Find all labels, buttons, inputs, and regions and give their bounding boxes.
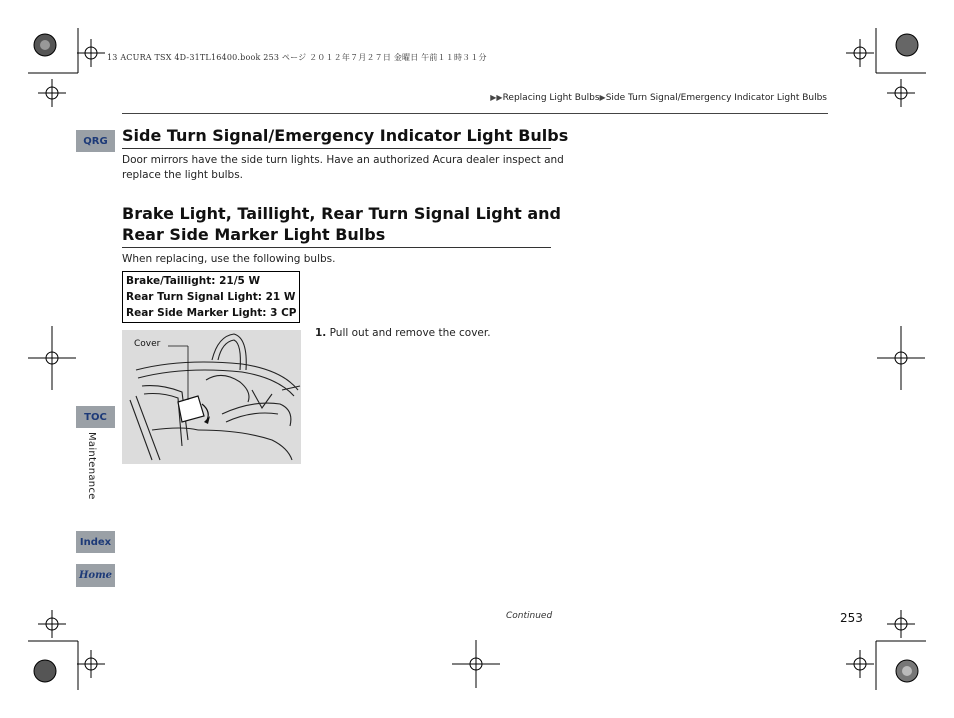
section1-body (122, 153, 564, 183)
step-text: Pull out and remove the cover. (329, 327, 491, 339)
step-number: 1. (315, 327, 327, 339)
section-rule (122, 247, 551, 248)
home-button[interactable] (76, 564, 115, 587)
figure-label-cover: Cover (134, 339, 161, 349)
section-label: Maintenance (86, 432, 97, 500)
toc-button[interactable]: TOC (76, 406, 115, 428)
header-divider (122, 113, 828, 114)
title-line: Brake Light, Taillight, Rear Turn Signal Light and (122, 204, 561, 223)
index-button[interactable]: Index (76, 531, 115, 553)
breadcrumb-item-current: Side Turn Signal/Emergency Indicator Light Bulbs (605, 93, 827, 103)
bulb-spec: Rear Turn Signal Light: 21 W (126, 291, 296, 303)
trunk-illustration (122, 330, 301, 464)
print-info: 13 ACURA TSX 4D-31TL16400.book 253 ページ ２０１２年７月２７日 金曜日 午前１１時３１分 (107, 53, 487, 62)
section-title-side-turn: Side Turn Signal/Emergency Indicator Light Bulbs (122, 126, 569, 145)
title-line: Rear Side Marker Light Bulbs (122, 225, 386, 244)
qrg-button[interactable]: QRG (76, 130, 115, 152)
bulb-spec: Brake/Taillight: 21/5 W (126, 275, 261, 287)
home-label: Home (78, 570, 113, 581)
section-title-brake-light (122, 203, 561, 245)
breadcrumb (490, 93, 827, 103)
cover-shape (178, 396, 204, 422)
bulb-spec-box (122, 271, 300, 323)
breadcrumb-separator-icon: ▶ (599, 93, 606, 102)
body-line: replace the light bulbs. (122, 169, 244, 181)
body-line: Door mirrors have the side turn lights. Have an authorized Acura dealer inspect and (122, 154, 564, 166)
trunk-drawing (122, 330, 301, 464)
step-1 (315, 327, 491, 339)
bulb-intro: When replacing, use the following bulbs. (122, 253, 336, 265)
section-rule (122, 148, 551, 149)
breadcrumb-arrow-icon: ▶▶ (490, 93, 503, 102)
bulb-spec: Rear Side Marker Light: 3 CP (126, 307, 297, 319)
breadcrumb-item-replacing-bulbs[interactable]: Replacing Light Bulbs (502, 93, 600, 103)
continued-label: Continued (506, 611, 553, 621)
page-number: 253 (840, 611, 863, 625)
